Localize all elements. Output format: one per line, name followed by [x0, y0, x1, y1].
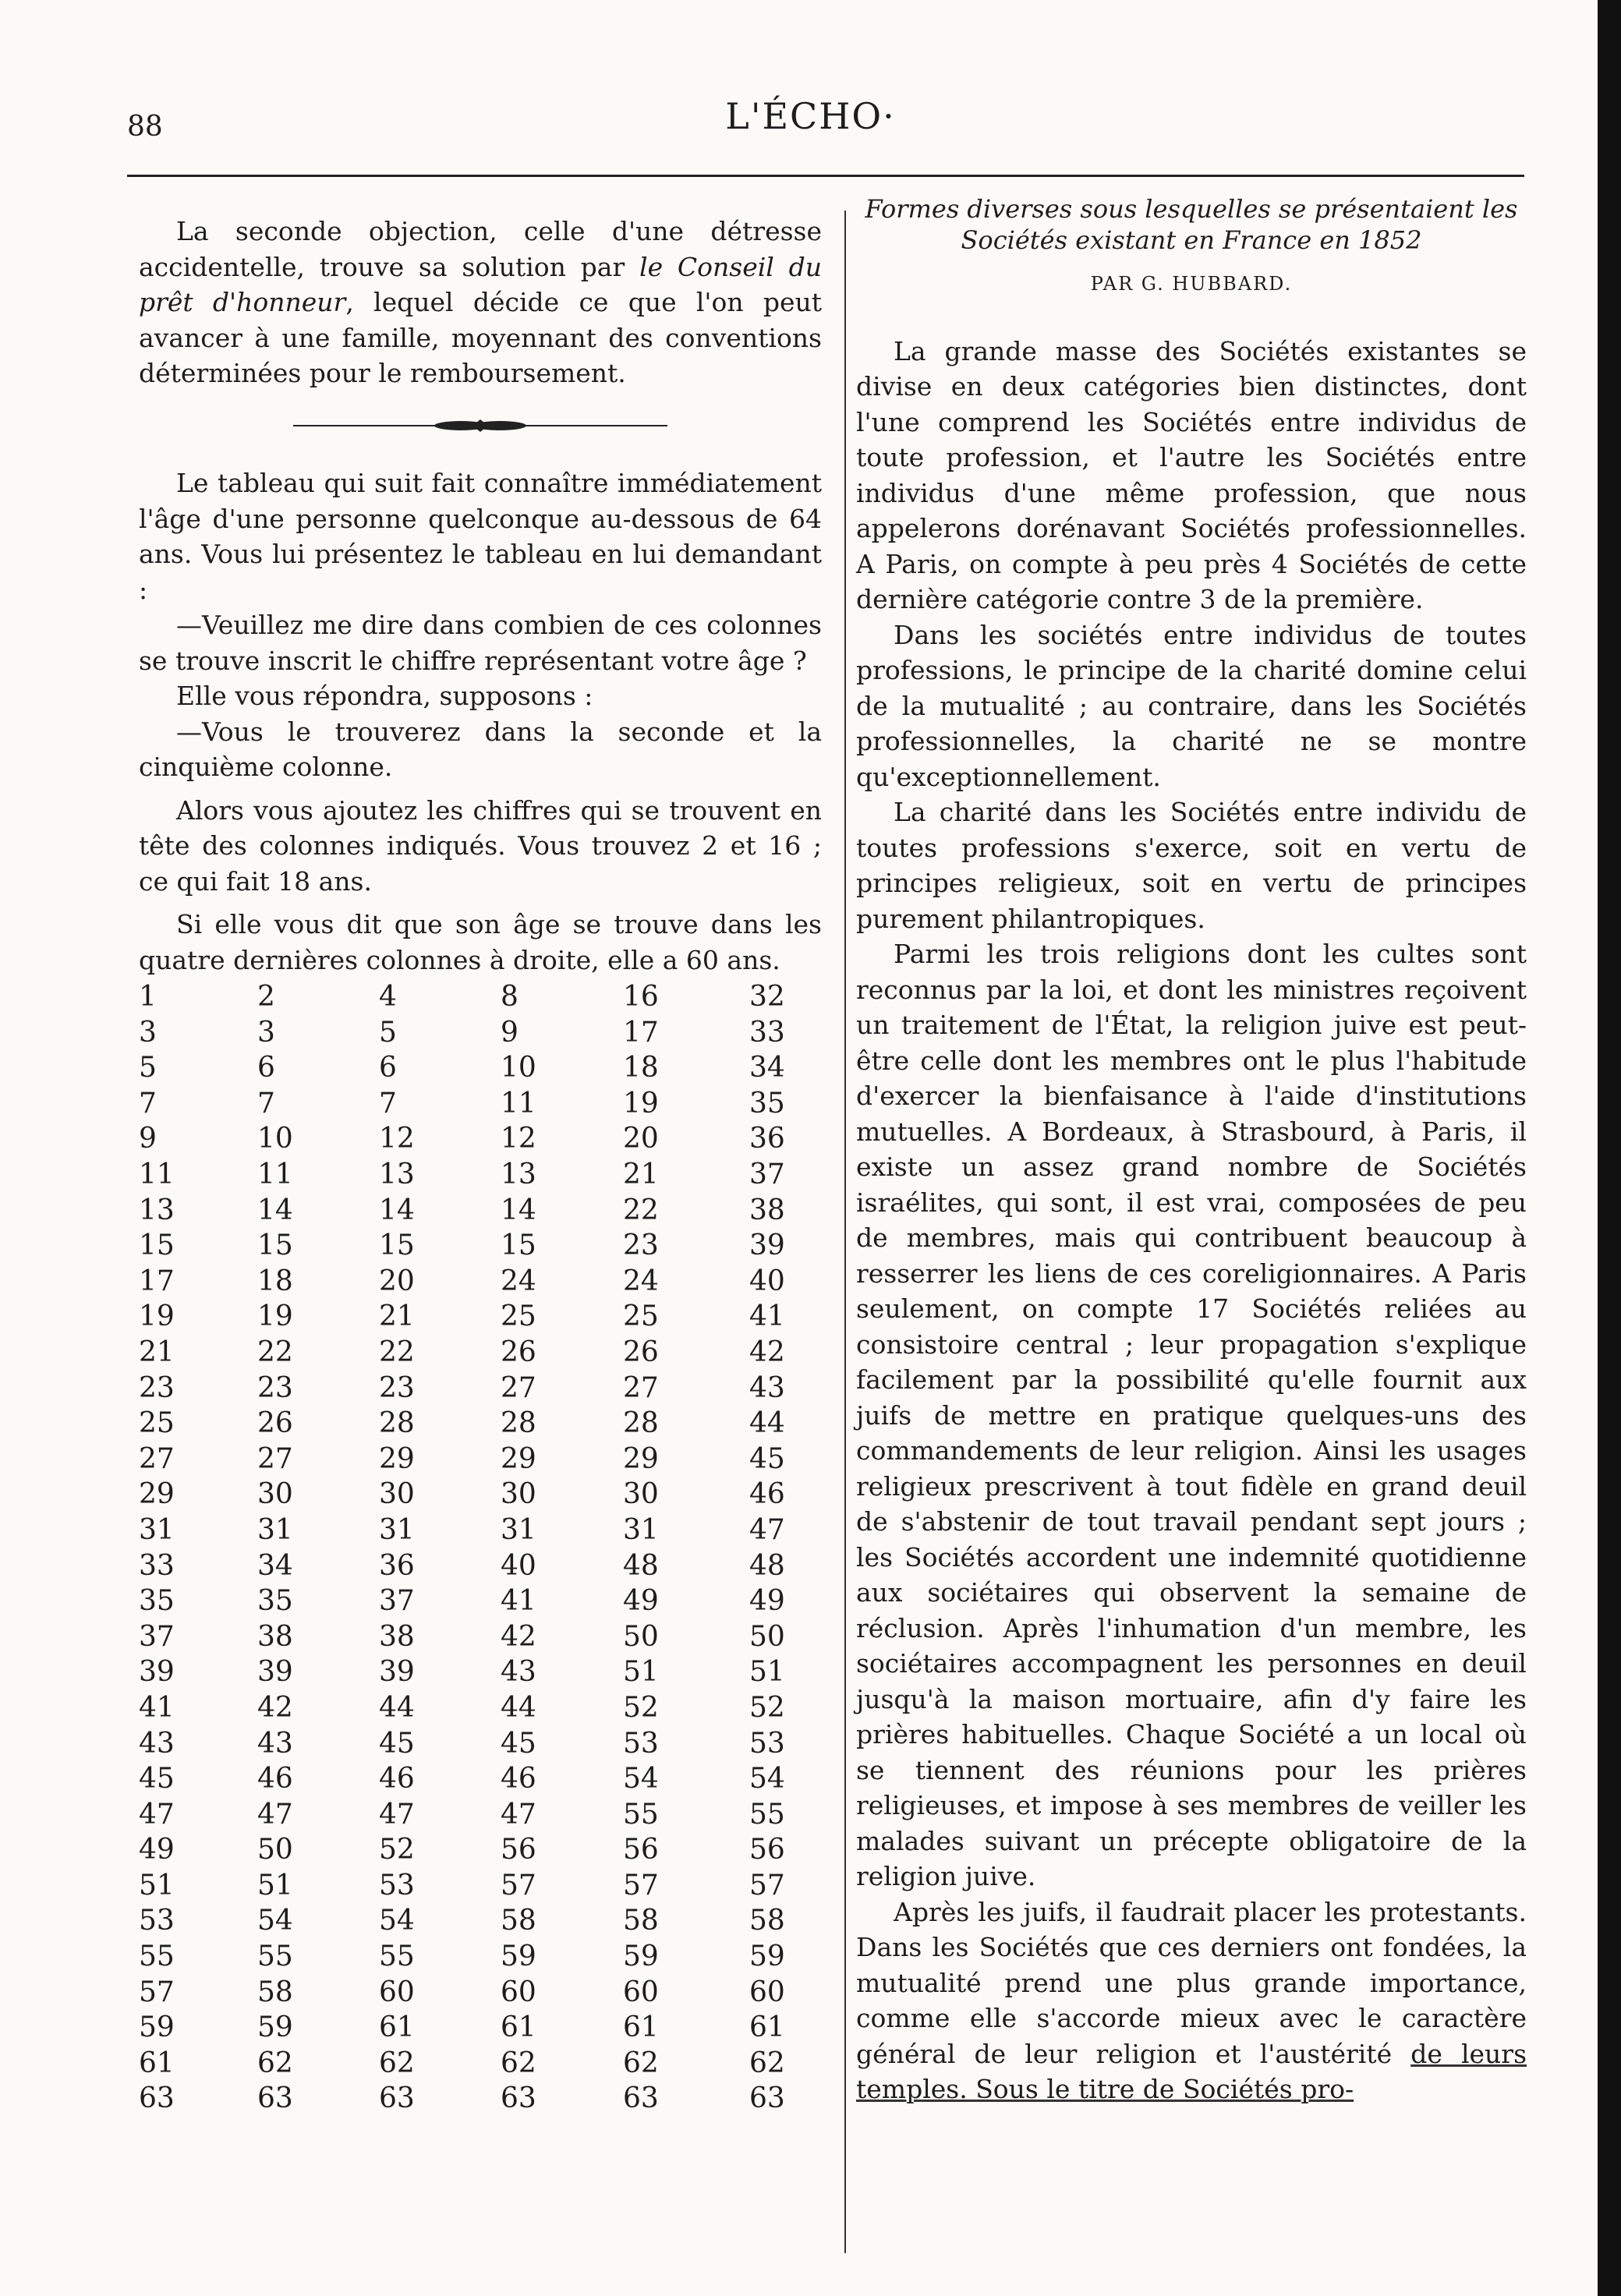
table-cell: 26	[257, 1407, 293, 1440]
table-cell: 58	[623, 1905, 659, 1937]
table-row	[139, 1868, 821, 1904]
table-cell: 44	[379, 1691, 415, 1724]
table-cell: 30	[623, 1478, 659, 1511]
table-row	[139, 1797, 821, 1833]
table-cell: 51	[257, 1869, 293, 1902]
table-cell: 45	[749, 1442, 785, 1475]
table-cell: 10	[501, 1052, 536, 1084]
table-cell: 45	[379, 1727, 415, 1760]
table-row	[139, 1442, 821, 1477]
table-cell: 58	[749, 1905, 785, 1937]
table-cell: 32	[749, 981, 785, 1014]
table-cell: 22	[623, 1194, 659, 1226]
table-cell: 44	[501, 1691, 536, 1724]
table-cell: 50	[749, 1620, 785, 1653]
table-cell: 27	[501, 1371, 536, 1404]
table-cell: 59	[749, 1940, 785, 1973]
table-cell: 19	[139, 1300, 175, 1333]
table-row	[139, 1832, 821, 1868]
table-cell: 12	[379, 1123, 415, 1155]
table-cell: 41	[139, 1691, 175, 1724]
table-cell: 62	[623, 2047, 659, 2079]
table-cell: 28	[623, 1407, 659, 1440]
table-row	[139, 2081, 821, 2117]
table-cell: 37	[379, 1585, 415, 1618]
table-cell: 19	[623, 1087, 659, 1120]
page-edge-shadow	[1598, 0, 1621, 2296]
page-number: 88	[127, 111, 163, 143]
table-cell: 49	[623, 1585, 659, 1618]
table-cell: 54	[379, 1905, 415, 1937]
table-cell: 62	[501, 2047, 536, 2079]
table-cell: 41	[749, 1300, 785, 1333]
table-cell: 43	[501, 1656, 536, 1689]
table-cell: 24	[501, 1265, 536, 1297]
table-cell: 48	[623, 1549, 659, 1582]
table-cell: 45	[501, 1727, 536, 1760]
left-p1-end: , lequel décide ce que l'on peut avancer à une famille, moyennant des conventions déterminées pour le remboursement.	[139, 287, 823, 388]
table-cell: 54	[749, 1763, 785, 1795]
table-cell: 23	[379, 1371, 415, 1404]
table-cell: 37	[139, 1620, 175, 1653]
table-cell: 39	[749, 1229, 785, 1262]
table-cell: 31	[257, 1513, 293, 1546]
table-row	[139, 1477, 821, 1512]
table-row	[139, 1015, 821, 1051]
table-cell: 47	[749, 1513, 785, 1546]
table-cell: 11	[501, 1087, 536, 1120]
table-cell: 57	[749, 1869, 785, 1902]
table-cell: 50	[257, 1834, 293, 1866]
table-row	[139, 1725, 821, 1761]
table-cell: 29	[379, 1442, 415, 1475]
table-cell: 58	[501, 1905, 536, 1937]
table-cell: 63	[379, 2082, 415, 2115]
table-cell: 34	[257, 1549, 293, 1582]
table-cell: 56	[501, 1834, 536, 1866]
table-cell: 27	[257, 1442, 293, 1475]
table-cell: 6	[257, 1052, 275, 1084]
table-cell: 55	[379, 1940, 415, 1973]
table-cell: 20	[623, 1123, 659, 1155]
table-cell: 62	[749, 2047, 785, 2079]
table-cell: 38	[257, 1620, 293, 1653]
table-cell: 6	[379, 1052, 397, 1084]
journal-title: L'ÉCHO·	[725, 95, 896, 137]
table-cell: 49	[139, 1834, 175, 1866]
table-row	[139, 1939, 821, 1975]
article-byline: PAR G. HUBBARD.	[1090, 273, 1293, 295]
table-cell: 63	[501, 2082, 536, 2115]
table-cell: 39	[257, 1656, 293, 1689]
table-cell: 40	[501, 1549, 536, 1582]
table-cell: 25	[501, 1300, 536, 1333]
table-cell: 13	[139, 1194, 175, 1226]
table-cell: 61	[139, 2047, 175, 2079]
right-paragraph-5	[856, 1894, 1527, 2107]
table-row	[139, 1121, 821, 1157]
table-cell: 15	[257, 1229, 293, 1262]
table-cell: 60	[501, 1976, 536, 2008]
table-cell: 31	[623, 1513, 659, 1546]
table-row	[139, 1548, 821, 1584]
table-cell: 35	[257, 1585, 293, 1618]
table-cell: 53	[139, 1905, 175, 1937]
table-row	[139, 1761, 821, 1797]
table-cell: 31	[379, 1513, 415, 1546]
table-cell: 63	[257, 2082, 293, 2115]
table-cell: 36	[379, 1549, 415, 1582]
table-cell: 5	[379, 1016, 397, 1049]
table-cell: 2	[257, 981, 275, 1014]
table-cell: 57	[623, 1869, 659, 1902]
table-cell: 35	[749, 1087, 785, 1120]
table-cell: 28	[379, 1407, 415, 1440]
table-cell: 15	[501, 1229, 536, 1262]
table-cell: 31	[139, 1513, 175, 1546]
table-cell: 46	[379, 1763, 415, 1795]
table-cell: 18	[257, 1265, 293, 1297]
table-cell: 41	[501, 1585, 536, 1618]
left-paragraph-6: Alors vous ajoutez les chiffres qui se trouvent en tête des colonnes indiqués. Vous trouvez 2 et 16 ; ce qui fait 18 ans.	[139, 794, 822, 897]
table-row	[139, 2046, 821, 2082]
table-cell: 13	[379, 1159, 415, 1191]
table-row	[139, 1583, 821, 1619]
table-cell: 56	[623, 1834, 659, 1866]
table-cell: 16	[623, 981, 659, 1014]
table-cell: 52	[379, 1834, 415, 1866]
table-cell: 17	[139, 1265, 175, 1297]
table-cell: 26	[501, 1336, 536, 1368]
table-cell: 55	[623, 1798, 659, 1831]
left-column	[139, 214, 822, 2117]
right-p5-end: de leurs temples. Sous le titre de Sociétés pro-	[856, 2038, 1527, 2104]
table-cell: 12	[501, 1123, 536, 1155]
table-cell: 7	[379, 1087, 397, 1120]
table-cell: 63	[749, 2082, 785, 2115]
table-cell: 19	[257, 1300, 293, 1333]
right-paragraph-2: Dans les sociétés entre individus de toutes professions, le principe de la charité domine celui de la mutualité ; au contraire, dans les Sociétés professionnelles, la charité ne se montre qu'exceptionnellement.	[856, 619, 1527, 792]
table-cell: 37	[749, 1159, 785, 1191]
table-cell: 27	[139, 1442, 175, 1475]
table-cell: 27	[623, 1371, 659, 1404]
table-cell: 46	[501, 1763, 536, 1795]
table-cell: 61	[623, 2011, 659, 2044]
table-cell: 9	[501, 1016, 519, 1049]
left-paragraph-3: —Veuillez me dire dans combien de ces colonnes se trouve inscrit le chiffre représentant votre âge ?	[139, 610, 822, 676]
table-cell: 15	[379, 1229, 415, 1262]
table-cell: 53	[623, 1727, 659, 1760]
left-p1-text: La seconde objection, celle d'une détresse accidentelle, trouve sa solution par	[139, 216, 822, 282]
table-row	[139, 979, 821, 1015]
table-row	[139, 1903, 821, 1939]
table-cell: 50	[623, 1620, 659, 1653]
table-cell: 14	[379, 1194, 415, 1226]
table-cell: 23	[257, 1371, 293, 1404]
age-table-body	[139, 979, 821, 2117]
left-paragraph-1	[139, 214, 822, 391]
table-row	[139, 1299, 821, 1335]
table-cell: 56	[749, 1834, 785, 1866]
table-cell: 11	[139, 1159, 175, 1191]
table-cell: 21	[623, 1159, 659, 1191]
table-cell: 39	[379, 1656, 415, 1689]
table-cell: 52	[749, 1691, 785, 1724]
table-cell: 17	[623, 1016, 659, 1049]
table-cell: 60	[379, 1976, 415, 2008]
table-cell: 23	[623, 1229, 659, 1262]
right-p5-text: Après les juifs, il faudrait placer les protestants. Dans les Sociétés que ces derniers ont fondées, la mutualité prend une plus grande importance, comme elle s'accorde mieux avec le caractère général de leur religion et l'austérité	[856, 1896, 1527, 2069]
table-cell: 25	[623, 1300, 659, 1333]
right-column	[856, 193, 1527, 2107]
left-paragraph-5: —Vous le trouverez dans la seconde et la cinquième colonne.	[139, 716, 822, 782]
table-cell: 29	[501, 1442, 536, 1475]
table-cell: 21	[139, 1336, 175, 1368]
table-cell: 14	[257, 1194, 293, 1226]
table-cell: 18	[623, 1052, 659, 1084]
table-cell: 33	[139, 1549, 175, 1582]
table-cell: 42	[749, 1336, 785, 1368]
table-cell: 7	[257, 1087, 275, 1120]
left-paragraph-2: Le tableau qui suit fait connaître immédiatement l'âge d'une personne quelconque au-dessous de 64 ans. Vous lui présentez le tableau en lui demandant :	[139, 468, 822, 605]
table-cell: 47	[139, 1798, 175, 1831]
table-cell: 62	[379, 2047, 415, 2079]
table-cell: 22	[257, 1336, 293, 1368]
table-cell: 61	[379, 2011, 415, 2044]
table-cell: 35	[139, 1585, 175, 1618]
table-cell: 9	[139, 1123, 157, 1155]
table-cell: 30	[257, 1478, 293, 1511]
table-cell: 5	[139, 1052, 157, 1084]
table-cell: 57	[501, 1869, 536, 1902]
table-cell: 53	[749, 1727, 785, 1760]
table-cell: 45	[139, 1763, 175, 1795]
table-cell: 30	[501, 1478, 536, 1511]
table-cell: 1	[139, 981, 157, 1014]
table-cell: 28	[501, 1407, 536, 1440]
table-cell: 4	[379, 981, 397, 1014]
table-cell: 60	[623, 1976, 659, 2008]
table-cell: 40	[749, 1265, 785, 1297]
table-cell: 3	[257, 1016, 275, 1049]
article-title: Formes diverses sous lesquelles se présentaient les Sociétés existant en France en 1852	[865, 194, 1518, 255]
left-paragraph-7: Si elle vous dit que son âge se trouve dans les quatre dernières colonnes à droite, elle a 60 ans.	[139, 909, 822, 975]
table-cell: 34	[749, 1052, 785, 1084]
table-cell: 31	[501, 1513, 536, 1546]
table-cell: 49	[749, 1585, 785, 1618]
table-row	[139, 1050, 821, 1086]
table-cell: 51	[749, 1656, 785, 1689]
table-cell: 22	[379, 1336, 415, 1368]
table-cell: 39	[139, 1656, 175, 1689]
table-row	[139, 1157, 821, 1193]
table-row	[139, 1193, 821, 1229]
table-cell: 43	[749, 1371, 785, 1404]
table-cell: 61	[749, 2011, 785, 2044]
table-cell: 59	[139, 2011, 175, 2044]
table-cell: 13	[501, 1159, 536, 1191]
table-cell: 59	[623, 1940, 659, 1973]
table-cell: 63	[623, 2082, 659, 2115]
right-paragraph-1: La grande masse des Sociétés existantes se divise en deux catégories bien distinctes, dont l'une comprend les Sociétés entre individus de toute profession, et l'autre les Sociétés entre individus d'une même profession, que nous appelerons dorénavant Sociétés professionnelles. A Paris, on compte à peu près 4 Sociétés de cette dernière catégorie contre 3 de la première.	[856, 335, 1527, 614]
table-cell: 43	[139, 1727, 175, 1760]
left-p1-italic: le Conseil du prêt d'honneur	[139, 251, 822, 317]
column-divider	[844, 210, 846, 2253]
table-cell: 11	[257, 1159, 293, 1191]
table-cell: 54	[257, 1905, 293, 1937]
table-cell: 60	[749, 1976, 785, 2008]
table-row	[139, 1086, 821, 1122]
left-paragraph-4: Elle vous répondra, supposons :	[176, 681, 593, 711]
table-row	[139, 1264, 821, 1300]
table-row	[139, 2010, 821, 2046]
table-cell: 59	[501, 1940, 536, 1973]
table-cell: 14	[501, 1194, 536, 1226]
table-cell: 21	[379, 1300, 415, 1333]
table-cell: 43	[257, 1727, 293, 1760]
table-cell: 46	[749, 1478, 785, 1511]
table-cell: 36	[749, 1123, 785, 1155]
table-cell: 38	[379, 1620, 415, 1653]
table-cell: 42	[501, 1620, 536, 1653]
table-cell: 52	[623, 1691, 659, 1724]
table-row	[139, 1371, 821, 1406]
table-cell: 44	[749, 1407, 785, 1440]
table-cell: 46	[257, 1763, 293, 1795]
table-cell: 59	[257, 2011, 293, 2044]
table-cell: 47	[379, 1798, 415, 1831]
table-cell: 55	[749, 1798, 785, 1831]
age-table	[139, 979, 821, 2117]
table-cell: 63	[139, 2082, 175, 2115]
table-cell: 53	[379, 1869, 415, 1902]
table-cell: 55	[139, 1940, 175, 1973]
table-cell: 47	[501, 1798, 536, 1831]
table-cell: 25	[139, 1407, 175, 1440]
right-paragraph-3: La charité dans les Sociétés entre individu de toutes professions s'exerce, soit en vertu de principes religieux, soit en vertu de principes purement philantropiques.	[856, 797, 1527, 934]
table-row	[139, 1228, 821, 1264]
right-paragraph-4: Parmi les trois religions dont les cultes sont reconnus par la loi, et dont les ministres reçoivent un traitement de l'État, la religion juive est peut-être celle dont les membres ont le plus l'habitude d'exercer la bienfaisance à l'aide d'institutions mutuelles. A Bordeaux, à Strasbourd, à Paris, il existe un assez grand nombre de Sociétés israélites, qui sont, il est vrai, composées de peu de membres, mais qui contribuent beaucoup à resserrer les liens de ces coreligionnaires. A Paris seulement, on compte 17 Sociétés reliées au consistoire central ; leur propagation s'explique facilement par la possibilité qu'elle fournit aux juifs de mettre en pratique quelques-uns des commandements de leur religion. Ainsi les usages religieux prescrivent à tout fidèle en grand deuil de s'abstenir de tout travail pendant sept jours ; les Sociétés accordent une indemnité quotidienne aux sociétaires qui observent la semaine de réclusion. Après l'inhumation d'un membre, les sociétaires accompagnent les personnes en deuil jusqu'à la maison mortuaire, afin d'y faire les prières habituelles. Chaque Société a un local où se tiennent des réunions pour les prières religieuses, et impose à ses membres de veiller les malades suivant un précepte obligatoire de la religion juive.	[856, 939, 1527, 1891]
table-cell: 8	[501, 981, 519, 1014]
table-cell: 61	[501, 2011, 536, 2044]
table-cell: 20	[379, 1265, 415, 1297]
table-cell: 48	[749, 1549, 785, 1582]
table-cell: 3	[139, 1016, 157, 1049]
ornament-rule-icon	[293, 416, 667, 435]
header-rule	[127, 175, 1524, 177]
table-row	[139, 1335, 821, 1371]
table-cell: 15	[139, 1229, 175, 1262]
table-cell: 54	[623, 1763, 659, 1795]
table-cell: 62	[257, 2047, 293, 2079]
table-cell: 47	[257, 1798, 293, 1831]
table-cell: 57	[139, 1976, 175, 2008]
ornament-divider	[139, 409, 822, 444]
table-row	[139, 1654, 821, 1690]
table-row	[139, 1975, 821, 2011]
table-cell: 51	[623, 1656, 659, 1689]
table-cell: 23	[139, 1371, 175, 1404]
table-cell: 29	[623, 1442, 659, 1475]
table-cell: 7	[139, 1087, 157, 1120]
table-row	[139, 1619, 821, 1655]
table-row	[139, 1690, 821, 1726]
table-cell: 29	[139, 1478, 175, 1511]
table-cell: 55	[257, 1940, 293, 1973]
table-cell: 10	[257, 1123, 293, 1155]
table-row	[139, 1406, 821, 1442]
table-cell: 38	[749, 1194, 785, 1226]
table-cell: 42	[257, 1691, 293, 1724]
table-cell: 30	[379, 1478, 415, 1511]
table-cell: 26	[623, 1336, 659, 1368]
table-cell: 58	[257, 1976, 293, 2008]
table-row	[139, 1512, 821, 1548]
table-cell: 24	[623, 1265, 659, 1297]
table-cell: 33	[749, 1016, 785, 1049]
table-cell: 51	[139, 1869, 175, 1902]
